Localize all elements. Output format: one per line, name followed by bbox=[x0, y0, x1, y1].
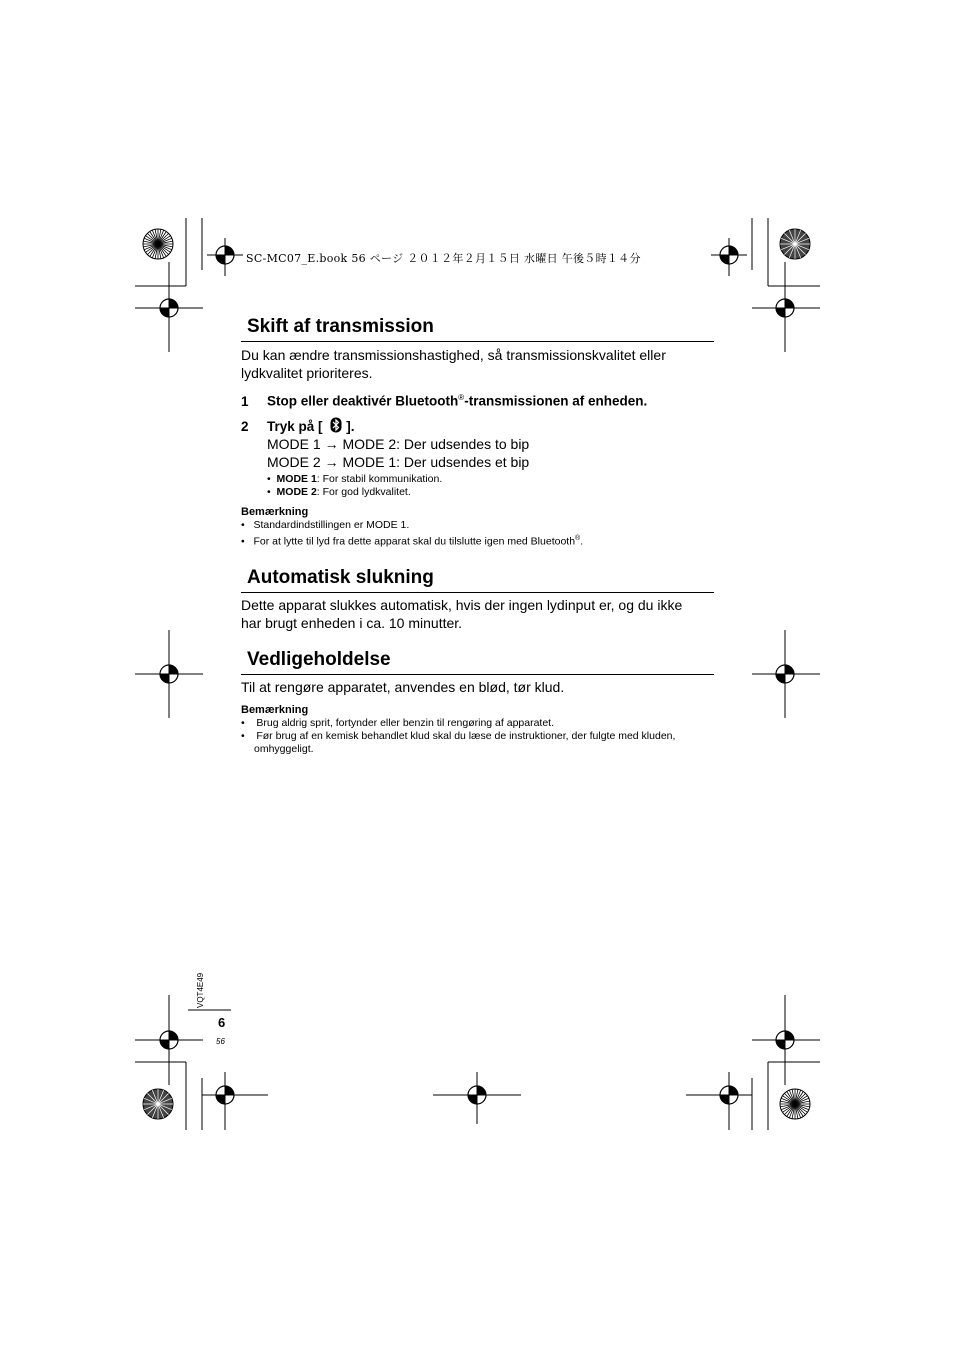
book-header-line: SC-MC07_E.book 56 ページ ２０１２年２月１５日 水曜日 午後５時１４分 bbox=[246, 252, 641, 265]
section-title-maintenance: Vedligeholdelse bbox=[241, 649, 714, 675]
note-item-2 bbox=[241, 730, 675, 743]
step-text: Tryk på [ bbox=[267, 419, 323, 434]
note-text: Standardindstillingen er MODE 1. bbox=[253, 519, 410, 531]
page-number: 6 bbox=[218, 1015, 226, 1030]
maintenance-text: Til at rengøre apparatet, anvendes en blød, tør klud. bbox=[241, 679, 565, 695]
mode-bullet-1 bbox=[267, 473, 442, 486]
note-item-2 bbox=[241, 532, 583, 549]
bullet: • bbox=[241, 730, 245, 742]
note-text: Brug aldrig sprit, fortynder eller benzin til rengøring af apparatet. bbox=[256, 717, 555, 729]
note-item-1 bbox=[241, 519, 409, 532]
intro-text bbox=[241, 346, 721, 382]
note-text: For at lytte til lyd fra dette apparat skal du tilslutte igen med Bluetooth bbox=[253, 535, 576, 548]
bullet-label: MODE 2 bbox=[276, 486, 317, 498]
registered-mark: ® bbox=[575, 535, 581, 542]
mode-line-2: MODE 2 → MODE 1: Der udsendes et bip bbox=[267, 454, 530, 470]
bullet-text: : For god lydkvalitet. bbox=[316, 486, 411, 498]
model-code: VQT4E49 bbox=[196, 972, 205, 1008]
bullet: • bbox=[241, 717, 245, 729]
step-1 bbox=[241, 393, 647, 409]
auto-off-line-1: Dette apparat slukkes automatisk, hvis der ingen lydinput er, og du ikke bbox=[241, 597, 683, 613]
step-number: 2 bbox=[241, 419, 249, 434]
book-page-number: 56 bbox=[216, 1037, 225, 1046]
bullet: • bbox=[267, 473, 271, 485]
bullet-label: MODE 1 bbox=[276, 473, 317, 485]
bluetooth-icon bbox=[330, 417, 342, 436]
auto-off-line-2: har brugt enheden i ca. 10 minutter. bbox=[241, 615, 463, 631]
section-title-transmission: Skift af transmission bbox=[241, 316, 714, 342]
intro-line-2: lydkvalitet prioriteres. bbox=[241, 365, 373, 381]
step-text: Stop eller deaktivér Bluetooth bbox=[267, 393, 459, 409]
intro-line-1: Du kan ændre transmissionshastighed, så transmissionskvalitet eller bbox=[241, 347, 666, 363]
step-text-end: ]. bbox=[346, 419, 355, 434]
note-heading: Bemærkning bbox=[241, 506, 309, 518]
note-heading: Bemærkning bbox=[241, 704, 309, 716]
note-item-1 bbox=[241, 717, 554, 730]
mode-line-1: MODE 1 → MODE 2: Der udsendes to bip bbox=[267, 436, 530, 452]
bullet: • bbox=[267, 486, 271, 498]
bullet: • bbox=[241, 535, 245, 548]
step-2 bbox=[241, 417, 355, 436]
auto-off-text bbox=[241, 596, 721, 632]
step-text-end: -transmissionen af enheden. bbox=[464, 393, 648, 409]
bullet: • bbox=[241, 519, 245, 531]
note-text: Før brug af en kemisk behandlet klud skal du læse de instruktioner, der fulgte med kluden, bbox=[256, 730, 676, 742]
mode-bullet-2 bbox=[267, 486, 411, 499]
section-title-auto-off: Automatisk slukning bbox=[241, 567, 714, 593]
step-number: 1 bbox=[241, 393, 249, 409]
bullet-text: : For stabil kommunikation. bbox=[316, 473, 443, 485]
note-text-end: . bbox=[580, 535, 584, 548]
registered-mark: ® bbox=[458, 393, 465, 402]
note-item-2-continued: omhyggeligt. bbox=[254, 743, 314, 755]
